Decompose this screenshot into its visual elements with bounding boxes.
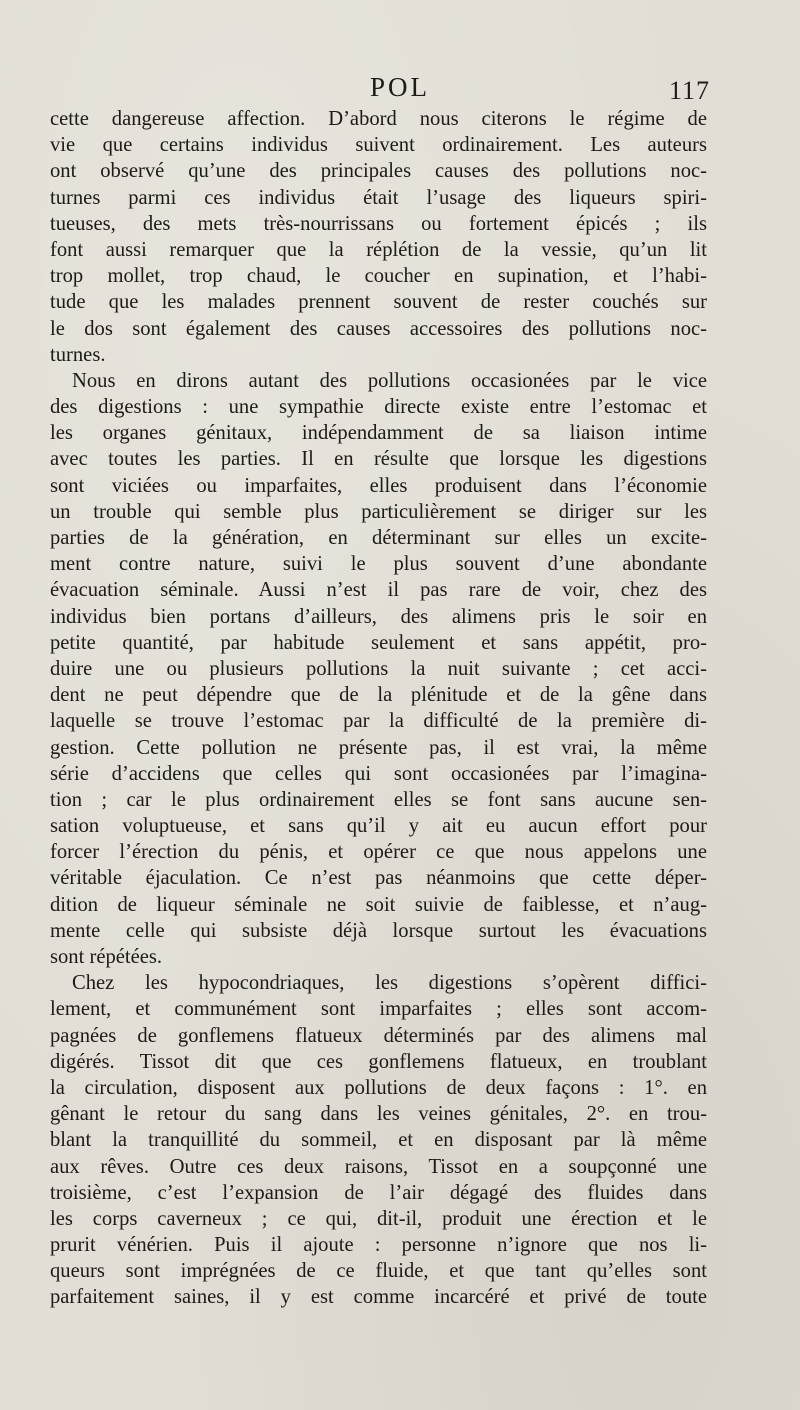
- text-line: blant la tranquillité du sommeil, et en disposant par là même: [50, 1129, 707, 1152]
- text-line: évacuation séminale. Aussi n’est il pas rare de voir, chez des: [50, 579, 707, 602]
- text-line: sation voluptueuse, et sans qu’il y ait eu aucun effort pour: [50, 815, 707, 838]
- text-line: aux rêves. Outre ces deux raisons, Tissot en a soupçonné une: [50, 1155, 707, 1178]
- text-line: ment contre nature, suivi le plus souvent d’une abondante: [50, 553, 707, 576]
- paragraph-2: [50, 368, 707, 970]
- text-line: digérés. Tissot dit que ces gonflemens flatueux, en troublant: [50, 1050, 707, 1073]
- text-line: Nous en dirons autant des pollutions occasionées par le vice: [72, 369, 707, 392]
- paragraph-3: [50, 970, 707, 1310]
- text-line: forcer l’érection du pénis, et opérer ce que nous appelons une: [50, 841, 707, 864]
- running-title: POL: [369, 72, 430, 102]
- text-line: trop mollet, trop chaud, le coucher en supination, et l’habi-: [50, 265, 707, 288]
- text-line: turnes parmi ces individus était l’usage des liqueurs spiri-: [50, 186, 707, 209]
- text-line: gênant le retour du sang dans les veines génitales, 2°. en trou-: [50, 1103, 707, 1126]
- text-line: un trouble qui semble plus particulièrement se diriger sur les: [50, 500, 707, 523]
- text-line: parties de la génération, en déterminant sur elles un excite-: [50, 527, 707, 549]
- text-line: individus bien portans d’ailleurs, des alimens pris le soir en: [50, 605, 707, 628]
- body-text: [50, 106, 707, 1311]
- text-line: petite quantité, par habitude seulement et sans appétit, pro-: [50, 631, 707, 654]
- text-line: troisième, c’est l’expansion de l’air dégagé des fluides dans: [50, 1181, 707, 1204]
- text-line: avec toutes les parties. Il en résulte que lorsque les digestions: [50, 448, 707, 471]
- page-header: [0, 72, 800, 108]
- text-line: pagnées de gonflemens flatueux déterminés par des alimens mal: [50, 1024, 707, 1047]
- text-line: série d’accidens que celles qui sont occasionées par l’imagina-: [50, 762, 707, 785]
- text-line: des digestions : une sympathie directe existe entre l’estomac et: [50, 396, 707, 419]
- text-line: vie que certains individus suivent ordinairement. Les auteurs: [50, 134, 707, 157]
- text-line: parfaitement saines, il y est comme incarcéré et privé de toute: [50, 1286, 707, 1309]
- text-line: ont observé qu’une des principales causes des pollutions noc-: [50, 160, 707, 183]
- text-line: mente celle qui subsiste déjà lorsque surtout les évacuations: [50, 919, 707, 942]
- paragraph-1: [50, 106, 707, 368]
- text-line: laquelle se trouve l’estomac par la difficulté de la première di-: [50, 710, 707, 733]
- text-line: lement, et communément sont imparfaites ; elles sont accom-: [50, 998, 707, 1021]
- text-line: font aussi remarquer que la réplétion de la vessie, qu’un lit: [50, 238, 707, 261]
- text-line: prurit vénérien. Puis il ajoute : personne n’ignore que nos li-: [50, 1234, 707, 1257]
- text-line: turnes.: [50, 343, 106, 366]
- text-line: la circulation, disposent aux pollutions de deux façons : 1°. en: [50, 1076, 707, 1099]
- text-line: les organes génitaux, indépendamment de sa liaison intime: [50, 422, 707, 445]
- text-line: duire une ou plusieurs pollutions la nuit suivante ; cet acci-: [50, 657, 707, 680]
- text-line: gestion. Cette pollution ne présente pas, il est vrai, la même: [50, 736, 707, 759]
- text-line: tion ; car le plus ordinairement elles se font sans aucune sen-: [50, 788, 707, 811]
- text-line: tude que les malades prennent souvent de rester couchés sur: [50, 291, 707, 314]
- text-line: sont viciées ou imparfaites, elles produisent dans l’économie: [50, 474, 707, 497]
- text-line: le dos sont également des causes accessoires des pollutions noc-: [50, 317, 707, 340]
- text-line: dition de liqueur séminale ne soit suivie de faiblesse, et n’aug-: [50, 893, 707, 916]
- text-line: queurs sont imprégnées de ce fluide, et que tant qu’elles sont: [50, 1260, 707, 1283]
- text-line: sont répétées.: [50, 946, 163, 968]
- text-line: tueuses, des mets très-nourrissans ou fortement épicés ; ils: [50, 212, 707, 235]
- text-line: Chez les hypocondriaques, les digestions s’opèrent diffici-: [72, 972, 707, 995]
- page-number: 117: [668, 76, 710, 105]
- text-line: véritable éjaculation. Ce n’est pas néanmoins que cette déper-: [50, 867, 707, 890]
- text-line: dent ne peut dépendre que de la plénitude et de la gêne dans: [50, 684, 707, 707]
- text-line: cette dangereuse affection. D’abord nous citerons le régime de: [50, 108, 707, 130]
- text-line: les corps caverneux ; ce qui, dit-il, produit une érection et le: [50, 1207, 707, 1230]
